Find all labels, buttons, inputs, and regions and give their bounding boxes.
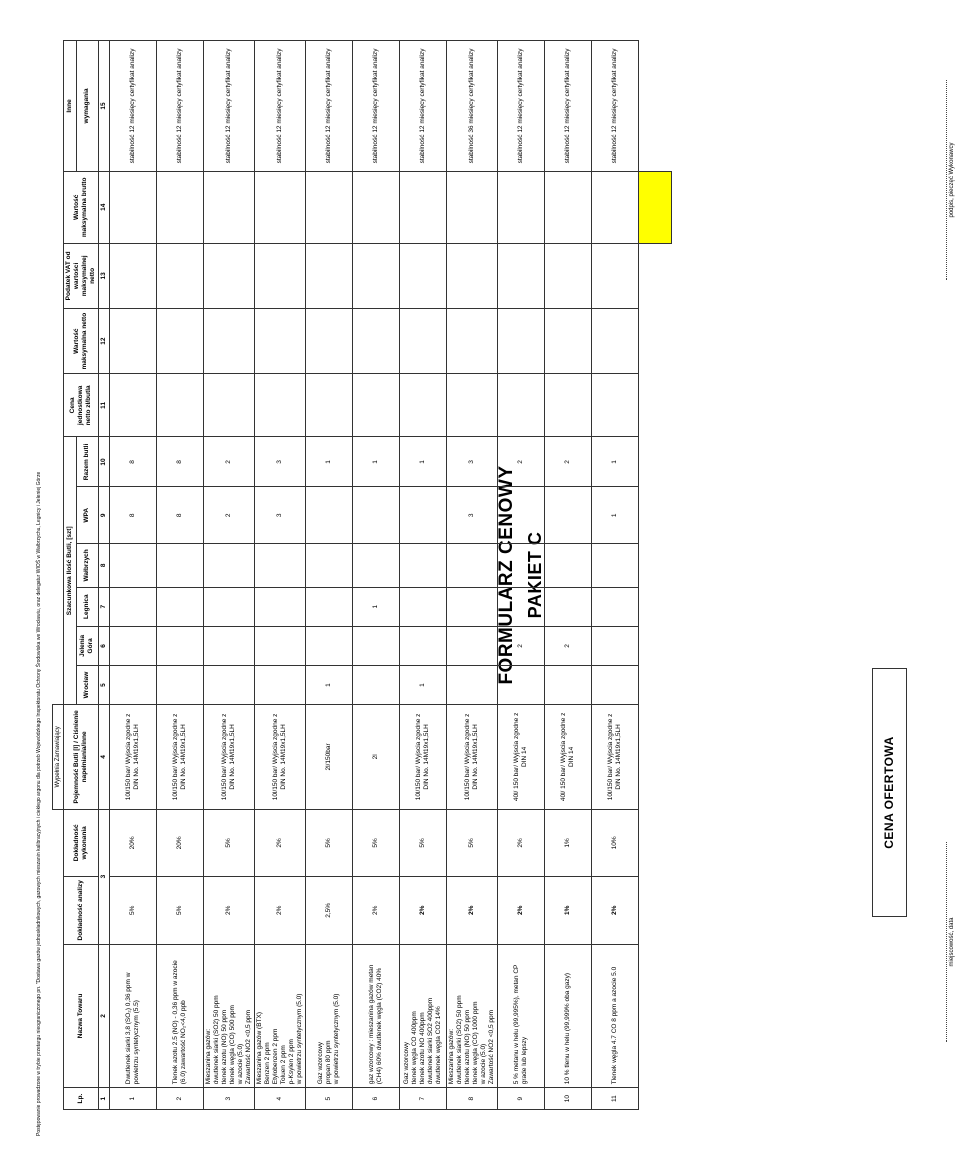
accuracy-analysis-cell: 2,5% <box>306 877 353 944</box>
accuracy-analysis-cell: 1% <box>545 877 592 944</box>
max-gross-cell <box>157 171 204 243</box>
name-cell: gaz wzorcowy : mieszanina gazów metan (CH4) 60% dwutlenek węgla (CO2) 40% <box>353 944 400 1088</box>
qty-wpa-cell <box>498 487 545 544</box>
unit-price-cell <box>353 374 400 437</box>
qty-legnica-cell <box>157 587 204 626</box>
max-net-cell <box>592 309 639 374</box>
header-acc-exec: Dokładność wykonania <box>64 809 99 876</box>
qty-wpa-cell: 3 <box>255 487 306 544</box>
dotted-line <box>940 842 947 1042</box>
qty-legnica-cell <box>400 587 447 626</box>
contractor-signature-label: podpis, pieczęć Wykonawcy <box>949 142 955 218</box>
qty-walbrzych-cell <box>498 544 545 588</box>
qty-sum-cell: 3 <box>255 437 306 487</box>
unit-price-cell <box>447 374 498 437</box>
qty-walbrzych-cell <box>306 544 353 588</box>
table-row <box>545 41 592 1110</box>
lp-cell: 7 <box>400 1088 447 1110</box>
max-net-cell <box>255 309 306 374</box>
qty-jelenia-cell <box>204 626 255 665</box>
empty-cell <box>639 587 672 626</box>
name-cell: Tlenek węgla 4.7 CO 8 ppm a azocie 5.0 <box>592 944 639 1088</box>
qty-sum-cell: 1 <box>400 437 447 487</box>
header-acc-analysis: Dokładność analizy <box>64 877 99 944</box>
qty-wroclaw-cell <box>545 665 592 704</box>
name-cell: Dwutlenek siarki 3,8 (SO₂) 0,36 ppm w powietrzu syntetycznym (5.5) <box>110 944 157 1088</box>
empty-cell <box>639 944 672 1088</box>
capacity-cell: 10l/150 bar/ Wyjscia zgodne z DIN No. 14M19x1,5LH <box>157 705 204 809</box>
empty-cell <box>639 809 672 876</box>
qty-sum-cell: 2 <box>545 437 592 487</box>
unit-price-cell <box>255 374 306 437</box>
header-other: Inne <box>64 41 77 172</box>
unit-price-cell <box>306 374 353 437</box>
lp-cell: 3 <box>204 1088 255 1110</box>
capacity-cell: 10l/150 bar/ Wyjscia zgodne z DIN No. 14M19x1,5LH <box>592 705 639 809</box>
col-number: 1 <box>99 1088 110 1110</box>
name-cell: Tlenek azotu 2.5 (NO) - 0,36 ppm w azocie (6.0) zawartość NO₂<4,0 ppb <box>157 944 204 1088</box>
col-number: 14 <box>99 171 110 243</box>
header-max-net: Wartość maksymalna netto <box>64 309 99 374</box>
qty-jelenia-cell <box>157 626 204 665</box>
requirements-cell: stabilność 12 miesięcy certyfikat analizy <box>204 41 255 172</box>
accuracy-analysis-cell: 2% <box>255 877 306 944</box>
lp-cell: 11 <box>592 1088 639 1110</box>
table-row <box>306 41 353 1110</box>
page-subtitle: PAKIET C <box>525 531 545 619</box>
vat-cell <box>447 243 498 308</box>
empty-cell <box>639 544 672 588</box>
page-title: FORMULARZ CENOWY <box>496 465 517 685</box>
qty-wroclaw-cell <box>110 665 157 704</box>
table-row <box>204 41 255 1110</box>
max-gross-cell <box>353 171 400 243</box>
max-net-cell <box>545 309 592 374</box>
accuracy-analysis-cell: 2% <box>400 877 447 944</box>
qty-sum-cell: 8 <box>110 437 157 487</box>
capacity-cell: 2l/150bar <box>306 705 353 809</box>
empty-cell <box>639 487 672 544</box>
header-walbrzych: Wałbrzych <box>76 544 98 588</box>
col-number: 11 <box>99 374 110 437</box>
qty-walbrzych-cell <box>255 544 306 588</box>
qty-legnica-cell <box>545 587 592 626</box>
table-row <box>255 41 306 1110</box>
name-cell: Gaz wzorcowy propan 80 ppm w powietrzu syntetycznym (5.0) <box>306 944 353 1088</box>
qty-legnica-cell <box>306 587 353 626</box>
qty-wroclaw-cell: 1 <box>400 665 447 704</box>
col-number: 5 <box>99 665 110 704</box>
max-net-cell <box>400 309 447 374</box>
qty-wpa-cell <box>353 487 400 544</box>
max-gross-cell <box>545 171 592 243</box>
lp-cell: 5 <box>306 1088 353 1110</box>
unit-price-cell <box>157 374 204 437</box>
capacity-cell: 2l <box>353 705 400 809</box>
requirements-cell: stabilność 36 miesięcy certyfikat analizy <box>447 41 498 172</box>
qty-jelenia-cell <box>447 626 498 665</box>
capacity-cell: 10l/150 bar/ Wyjscia zgodne z DIN No. 14M19x1,5LH <box>255 705 306 809</box>
empty-cell <box>639 665 672 704</box>
requirements-cell: stabilność 12 miesięcy certyfikat analizy <box>157 41 204 172</box>
signature-contractor <box>940 80 955 280</box>
qty-sum-cell: 1 <box>592 437 639 487</box>
col-number: 6 <box>99 626 110 665</box>
max-net-cell <box>447 309 498 374</box>
qty-sum-cell: 1 <box>306 437 353 487</box>
qty-wpa-cell <box>306 487 353 544</box>
empty-cell <box>639 243 672 308</box>
accuracy-exec-cell: 5% <box>353 809 400 876</box>
capacity-cell: 10l/150 bar/ Wyjscia zgodne z DIN No. 14M19x1,5LH <box>204 705 255 809</box>
qty-jelenia-cell <box>400 626 447 665</box>
unit-price-cell <box>204 374 255 437</box>
ordering-party-label: Wypełnia Zamawiający <box>53 705 64 809</box>
accuracy-exec-cell: 2% <box>498 809 545 876</box>
col-number: 10 <box>99 437 110 487</box>
qty-wroclaw-cell <box>447 665 498 704</box>
max-net-cell <box>204 309 255 374</box>
accuracy-exec-cell: 20% <box>110 809 157 876</box>
header-unit-price: Cena jednostkowa netto zł/butla <box>64 374 99 437</box>
qty-wroclaw-cell <box>157 665 204 704</box>
col-number: 8 <box>99 544 110 588</box>
accuracy-analysis-cell: 5% <box>157 877 204 944</box>
qty-jelenia-cell <box>592 626 639 665</box>
header-vat: Podatek VAT od wartości maksymalnej netto <box>64 243 99 308</box>
vat-cell <box>545 243 592 308</box>
empty-cell <box>639 705 672 809</box>
qty-sum-cell: 2 <box>204 437 255 487</box>
empty-cell <box>639 626 672 665</box>
qty-walbrzych-cell <box>545 544 592 588</box>
capacity-cell: 10l/150 bar/ Wyjscia zgodne z DIN No. 14M19x1,5LH <box>110 705 157 809</box>
header-requirements: wymagania <box>76 41 98 172</box>
table-row <box>498 41 545 1110</box>
header-capacity: Pojemność Butli [l] / Ciśnienie napełniania/inne <box>64 705 99 809</box>
offer-price-value[interactable] <box>639 171 672 243</box>
col-number: 7 <box>99 587 110 626</box>
qty-wpa-cell: 8 <box>157 487 204 544</box>
accuracy-exec-cell: 10% <box>592 809 639 876</box>
qty-wroclaw-cell <box>498 665 545 704</box>
max-net-cell <box>306 309 353 374</box>
qty-jelenia-cell <box>110 626 157 665</box>
table-row <box>400 41 447 1110</box>
qty-wpa-cell <box>400 487 447 544</box>
unit-price-cell <box>400 374 447 437</box>
qty-sum-cell: 8 <box>157 437 204 487</box>
qty-walbrzych-cell <box>204 544 255 588</box>
max-gross-cell <box>255 171 306 243</box>
column-number-row <box>99 41 110 1110</box>
qty-sum-cell: 1 <box>353 437 400 487</box>
price-table <box>52 40 672 1110</box>
vat-cell <box>255 243 306 308</box>
accuracy-exec-cell: 5% <box>306 809 353 876</box>
qty-wpa-cell <box>545 487 592 544</box>
max-gross-cell <box>447 171 498 243</box>
accuracy-analysis-cell: 2% <box>447 877 498 944</box>
max-gross-cell <box>110 171 157 243</box>
max-gross-cell <box>592 171 639 243</box>
empty-cell <box>639 437 672 487</box>
capacity-cell: 40l/ 150 bar/ Wyjscia zgodne z DIN 14 <box>545 705 592 809</box>
qty-legnica-cell: 1 <box>353 587 400 626</box>
table-row <box>447 41 498 1110</box>
requirements-cell: stabilność 12 miesięcy certyfikat analizy <box>353 41 400 172</box>
qty-jelenia-cell <box>255 626 306 665</box>
header-legnica: Legnica <box>76 587 98 626</box>
accuracy-analysis-cell: 5% <box>110 877 157 944</box>
intro-text: Postępowanie prowadzone w trybie przetargu nieograniczonego pn. "Dostawa gazów jednoskładnikowych, gazowych mieszanin kalibracyjnych i ciekłego argonu dla potrzeb Wojewódzkiego Inspektoratu Ochrony Środowiska we Wrocławiu, oraz delegatur WIOŚ w Wałbrzychu, Legnicy i Jeleniej Górze <box>36 471 42 1136</box>
name-cell: Mieszanina gazów (BTX) Benzen 2 ppm Etylobenzen 2 ppm Toluen 2 ppm p-Ksylen 2 ppm w powietrzu syntetycznym (5.0) <box>255 944 306 1088</box>
col-number: 15 <box>99 41 110 172</box>
header-total-qty: Szacunkowa Ilość Butli, [szt] <box>64 437 77 705</box>
vat-cell <box>110 243 157 308</box>
qty-wroclaw-cell <box>592 665 639 704</box>
qty-sum-cell: 3 <box>447 437 498 487</box>
max-net-cell <box>353 309 400 374</box>
vat-cell <box>592 243 639 308</box>
capacity-cell: 40l/ 150 bar/ Wyjscia zgodne z DIN 14 <box>498 705 545 809</box>
col-number: 12 <box>99 309 110 374</box>
requirements-cell: stabilność 12 miesięcy certyfikat analizy <box>255 41 306 172</box>
requirements-cell: stabilność 12 miesięcy certyfikat analizy <box>400 41 447 172</box>
place-date-label: miejscowość, data <box>949 917 955 967</box>
qty-legnica-cell <box>255 587 306 626</box>
qty-walbrzych-cell <box>353 544 400 588</box>
empty-cell <box>639 309 672 374</box>
accuracy-exec-cell: 2% <box>255 809 306 876</box>
header-jelenia: Jelenia Góra <box>76 626 98 665</box>
name-cell: Mieszanina gazów: dwutlenek siarki (SO2) 50 ppm tlenek azotu (NO) 50 ppm tlenek węgla (CO) 1000 ppm w azocie (5.0) Zawartość NO2 <0,5 ppm <box>447 944 498 1088</box>
qty-legnica-cell <box>498 587 545 626</box>
requirements-cell: stabilność 12 miesięcy certyfikat analizy <box>545 41 592 172</box>
accuracy-analysis-cell: 2% <box>204 877 255 944</box>
qty-jelenia-cell <box>306 626 353 665</box>
qty-wpa-cell: 3 <box>447 487 498 544</box>
qty-wpa-cell: 2 <box>204 487 255 544</box>
qty-walbrzych-cell <box>400 544 447 588</box>
header-wpa: WPA <box>76 487 98 544</box>
qty-walbrzych-cell <box>110 544 157 588</box>
accuracy-analysis-cell: 2% <box>498 877 545 944</box>
col-number: 4 <box>99 705 110 809</box>
max-net-cell <box>157 309 204 374</box>
signature-place-date <box>940 842 955 1042</box>
accuracy-analysis-cell: 2% <box>353 877 400 944</box>
max-gross-cell <box>498 171 545 243</box>
header-max-gross: Wartość maksymalna brutto <box>64 171 99 243</box>
vat-cell <box>498 243 545 308</box>
unit-price-cell <box>592 374 639 437</box>
vat-cell <box>204 243 255 308</box>
accuracy-exec-cell: 5% <box>447 809 498 876</box>
qty-wroclaw-cell: 1 <box>306 665 353 704</box>
table-row <box>353 41 400 1110</box>
qty-legnica-cell <box>447 587 498 626</box>
accuracy-exec-cell: 1% <box>545 809 592 876</box>
offer-price-label: CENA OFERTOWA <box>872 668 907 917</box>
lp-cell: 6 <box>353 1088 400 1110</box>
qty-walbrzych-cell <box>447 544 498 588</box>
col-number: 3 <box>99 809 110 944</box>
name-cell: Mieszanina gazów: dwutlenek siarki (SO2) 50 ppm tlenek azotu (NO) 50 ppm tlenek węgla (CO) 500 ppm w azocie (5.0) Zawartość NO2 <0,5 ppm <box>204 944 255 1088</box>
accuracy-exec-cell: 5% <box>204 809 255 876</box>
col-number: 9 <box>99 487 110 544</box>
table-row <box>110 41 157 1110</box>
max-net-cell <box>498 309 545 374</box>
lp-cell: 4 <box>255 1088 306 1110</box>
max-net-cell <box>110 309 157 374</box>
qty-jelenia-cell <box>353 626 400 665</box>
max-gross-cell <box>306 171 353 243</box>
lp-cell: 1 <box>110 1088 157 1110</box>
name-cell: 10 % tlenu w helu (99,999% oba gazy) <box>545 944 592 1088</box>
qty-legnica-cell <box>110 587 157 626</box>
qty-wroclaw-cell <box>204 665 255 704</box>
lp-cell: 10 <box>545 1088 592 1110</box>
total-row <box>639 41 672 1110</box>
requirements-cell: stabilność 12 miesięcy certyfikat analizy <box>306 41 353 172</box>
requirements-cell: stabilność 12 miesięcy certyfikat analizy <box>110 41 157 172</box>
header-name: Nazwa Towaru <box>64 944 99 1088</box>
vat-cell <box>306 243 353 308</box>
empty-cell <box>639 877 672 944</box>
max-gross-cell <box>400 171 447 243</box>
col-number: 13 <box>99 243 110 308</box>
vat-cell <box>157 243 204 308</box>
qty-wroclaw-cell <box>255 665 306 704</box>
qty-jelenia-cell: 2 <box>545 626 592 665</box>
empty-cell <box>639 41 672 172</box>
accuracy-exec-cell: 5% <box>400 809 447 876</box>
qty-walbrzych-cell <box>592 544 639 588</box>
requirements-cell: stabilność 12 miesięcy certyfikat analizy <box>592 41 639 172</box>
qty-legnica-cell <box>204 587 255 626</box>
vat-cell <box>353 243 400 308</box>
lp-cell: 2 <box>157 1088 204 1110</box>
unit-price-cell <box>498 374 545 437</box>
table-row <box>592 41 639 1110</box>
qty-jelenia-cell: 2 <box>498 626 545 665</box>
name-cell: 5 % metanu w helu (99,995%), metan CP grade lub lepszy <box>498 944 545 1088</box>
unit-price-cell <box>110 374 157 437</box>
lp-cell: 8 <box>447 1088 498 1110</box>
capacity-cell: 10l/150 bar/ Wyjscia zgodne z DIN No. 14M19x1,5LH <box>447 705 498 809</box>
empty-cell <box>639 374 672 437</box>
header-wroclaw: Wrocław <box>76 665 98 704</box>
qty-walbrzych-cell <box>157 544 204 588</box>
header-sum: Razem butli <box>76 437 98 487</box>
col-number: 2 <box>99 944 110 1088</box>
empty-cell <box>639 1088 672 1110</box>
vat-cell <box>400 243 447 308</box>
qty-wpa-cell: 8 <box>110 487 157 544</box>
table-row <box>157 41 204 1110</box>
requirements-cell: stabilność 12 miesięcy certyfikat analizy <box>498 41 545 172</box>
capacity-cell: 10l/150 bar/ Wyjscia zgodne z DIN No. 14M19x1,5LH <box>400 705 447 809</box>
accuracy-exec-cell: 20% <box>157 809 204 876</box>
qty-wpa-cell: 1 <box>592 487 639 544</box>
accuracy-analysis-cell: 2% <box>592 877 639 944</box>
max-gross-cell <box>204 171 255 243</box>
unit-price-cell <box>545 374 592 437</box>
qty-sum-cell: 2 <box>498 437 545 487</box>
qty-legnica-cell <box>592 587 639 626</box>
qty-wroclaw-cell <box>353 665 400 704</box>
lp-cell: 9 <box>498 1088 545 1110</box>
dotted-line <box>940 80 947 280</box>
header-lp: Lp. <box>64 1088 99 1110</box>
name-cell: Gaz wzorcowy tlenek węgla CO 400ppm tlenek azotu NO 400ppm dwutlenek siarki SO2 400ppm dwutlenek węgla CO2 14% <box>400 944 447 1088</box>
